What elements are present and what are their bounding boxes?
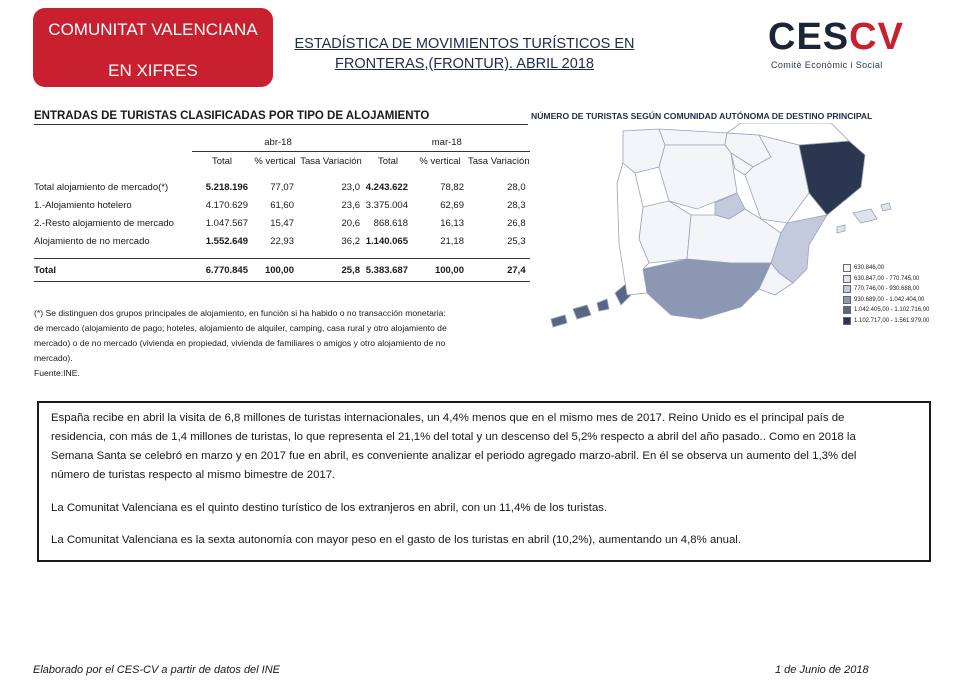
col-vertical: % vertical [254,155,296,167]
footer-date: 1 de Junio de 2018 [775,664,869,676]
legend-label: 930.689,00 - 1.042.404,00 [854,296,925,303]
table-title: ENTRADAS DE TURISTAS CLASIFICADAS POR TIPO DE ALOJAMIENTO [34,110,430,122]
legend-label: 630.847,00 - 770.745,00 [854,275,920,282]
legend-item [843,295,929,306]
logo-cv: CV [849,16,904,58]
cell-total: 868.618 [373,217,408,229]
region-badge [33,8,273,87]
cell-tasa: 36,2 [341,235,360,247]
cell-vertical: 100,00 [412,259,468,282]
cell-vertical: 16,13 [440,217,464,229]
logo-ces: CES [768,16,850,58]
source-line: Fuente:INE. [34,368,80,378]
footer-credit: Elaborado por el CES-CV a partir de datos del INE [33,664,281,676]
legend-swatch [843,317,851,325]
row-label: Total [34,259,192,282]
cell-total: 5.383.687 [364,259,412,282]
legend-item [843,316,929,327]
cell-total: 1.047.567 [205,217,248,229]
col-total: Total [211,155,233,167]
region-andalucia [643,259,771,319]
cell-vertical: 100,00 [252,259,298,282]
region-baleares-mallorca [853,209,877,223]
legend-item [843,284,929,295]
accommodation-table [34,133,530,282]
cell-vertical: 62,69 [440,199,464,211]
table-row [34,196,530,214]
region-asturias-cantabria [659,129,727,145]
legend-label: 1.102.717,00 - 1.561.979,00 [854,317,930,324]
logo-wordmark [768,16,904,59]
region-canarias-3 [597,299,609,311]
cell-total: 4.170.629 [205,199,248,211]
legend-label: 770.746,00 - 930.688,00 [854,286,920,293]
cell-tasa: 28,0 [507,181,526,193]
legend-swatch [843,306,851,314]
cell-total: 6.770.845 [192,259,252,282]
table-row [34,232,530,250]
footnote-line: de mercado (alojamiento de pago; hoteles, alojamiento de alquiler, camping, casa rural y otro alojamiento de [34,323,447,333]
region-canarias-1 [551,315,567,327]
region-extremadura [639,201,691,263]
cell-tasa: 27,4 [468,259,530,282]
cell-vertical: 61,60 [270,199,294,211]
cell-total: 3.375.004 [365,199,408,211]
summary-paragraph-3: La Comunitat Valenciana es la sexta autonomía con mayor peso en el gasto de los turistas en abril (10,2%), aumentando un 4,8% anual. [51,534,741,546]
region-baleares-menorca [881,203,891,211]
cell-vertical: 22,93 [270,235,294,247]
legend-label: 1.042.405,00 - 1.102.716,00 [854,307,930,314]
cell-vertical: 15,47 [270,217,294,229]
row-label: 2.-Resto alojamiento de mercado [34,217,174,229]
region-cataluna [799,141,865,215]
cell-tasa: 23,0 [341,181,360,193]
period-mar-18: mar-18 [364,133,530,152]
table-footnote [34,306,524,381]
map-legend [843,263,929,326]
legend-item [843,263,929,274]
row-label: Alojamiento de no mercado [34,235,150,247]
badge-line-1: COMUNITAT VALENCIANA [48,20,258,39]
table-title-rule [34,124,528,125]
cell-vertical: 78,82 [440,181,464,193]
column-header-row [34,152,530,171]
cell-total: 1.552.649 [205,235,248,247]
title-line-1: ESTADÍSTICA DE MOVIMIENTOS TURÍSTICOS EN [294,36,635,52]
cell-tasa: 25,3 [507,235,526,247]
footnote-line: mercado). [34,353,73,363]
row-label: 1.-Alojamiento hotelero [34,199,132,211]
legend-swatch [843,285,851,293]
cell-tasa: 28,3 [507,199,526,211]
summary-box [37,401,931,562]
table-row [34,214,530,232]
title-line-2: FRONTERAS,(FRONTUR). ABRIL 2018 [335,56,594,72]
legend-label: 630.846,00 [854,265,885,272]
cell-vertical: 21,18 [440,235,464,247]
col-tasa: Tasa Variación [468,155,530,167]
summary-line: residencia, con más de 1,4 millones de turistas, lo que representa el 21,1% del total y un descenso del 5,2% respecto a abril del año pasado.. Como en 2018 la [51,431,856,443]
cell-tasa: 25,8 [298,259,364,282]
cell-tasa: 20,6 [341,217,360,229]
logo-subtitle: Comitè Econòmic i Social [771,60,883,70]
region-baleares-ibiza [837,225,845,233]
report-title [292,34,637,74]
summary-line: número de turistas respecto al mismo bimestre de 2017. [51,469,336,481]
cell-total: 4.243.622 [365,181,408,193]
period-header-row [34,133,530,152]
col-tasa: Tasa Variación [300,155,362,167]
footnote-line: (*) Se distinguen dos grupos principales de alojamiento, en función si ha habido o no transacción monetaria: [34,308,446,318]
summary-line: Semana Santa se celebró en marzo y en 2017 fue en abril, es conveniente analizar el periodo agregado marzo-abril. En él se observa un aumento del 1,3% del [51,450,857,462]
summary-paragraph-1 [51,409,919,485]
legend-item [843,274,929,285]
cell-total: 1.140.065 [365,235,408,247]
legend-item [843,305,929,316]
period-abr-18: abr-18 [192,133,364,152]
cescv-logo [768,16,904,72]
map-title: NÚMERO DE TURISTAS SEGÚN COMUNIDAD AUTÓNOMA DE DESTINO PRINCIPAL [531,111,873,121]
cell-tasa: 26,8 [507,217,526,229]
cell-vertical: 77,07 [270,181,294,193]
summary-paragraph-2: La Comunitat Valenciana es el quinto destino turístico de los extranjeros en abril, con un 11,4% de los turistas. [51,502,608,514]
col-total: Total [377,155,399,167]
total-row [34,259,530,282]
summary-line: España recibe en abril la visita de 6,8 millones de turistas internacionales, un 4,4% menos que en el mismo mes de 2017. Reino Unido es el principal país de [51,412,845,424]
region-canarias-2 [573,305,591,319]
footnote-line: mercado) o de no mercado (vivienda en propiedad, vivienda de familiares o amigos y otro alojamiento de no [34,338,446,348]
table-row [34,178,530,196]
cell-total: 5.218.196 [205,181,248,193]
badge-line-2: EN XIFRES [108,61,198,80]
cell-tasa: 23,6 [341,199,360,211]
row-label: Total alojamiento de mercado(*) [34,181,169,193]
legend-swatch [843,296,851,304]
legend-swatch [843,264,851,272]
col-vertical: % vertical [419,155,461,167]
legend-swatch [843,275,851,283]
region-galicia [623,129,665,173]
